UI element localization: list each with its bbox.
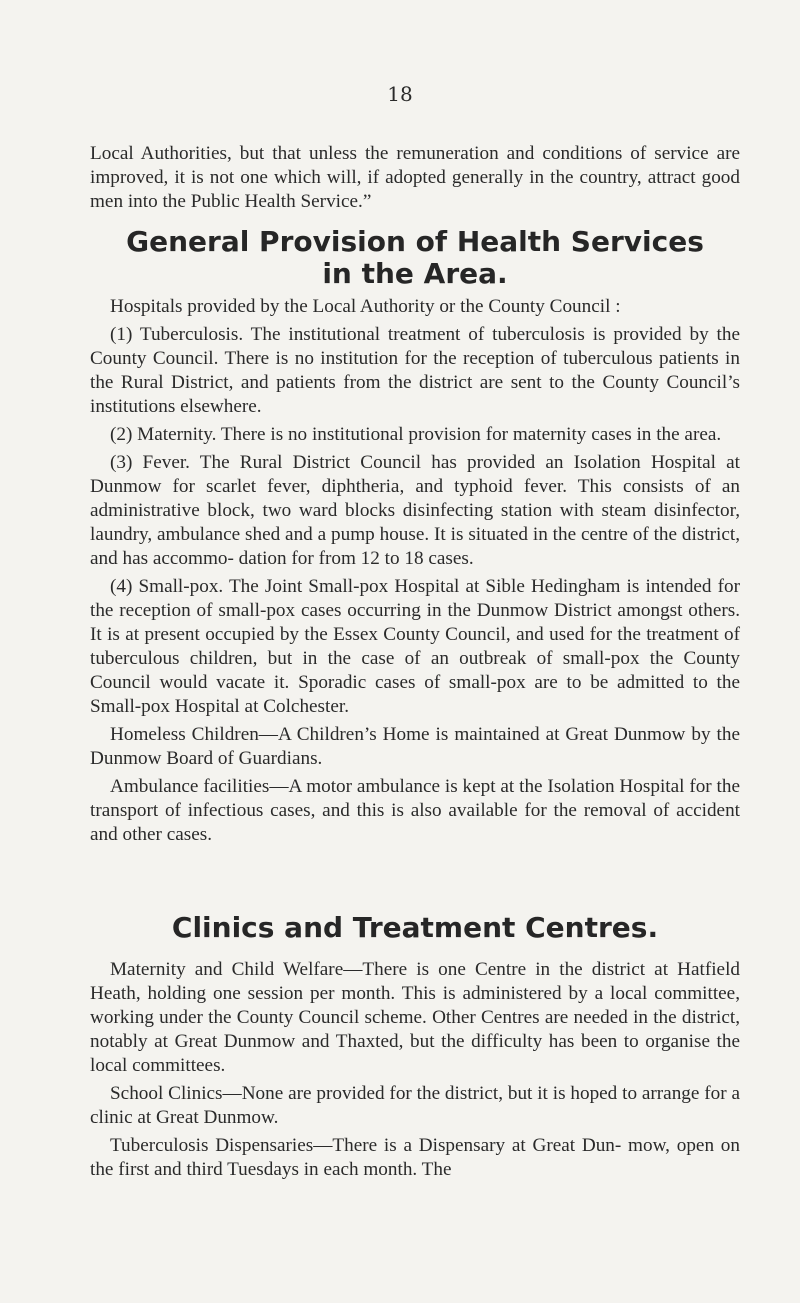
- paragraph-maternity: (2) Maternity. There is no institutional provision for maternity cases in the area.: [110, 424, 722, 445]
- paragraph-hospitals-intro: Hospitals provided by the Local Authority or the County Council :: [110, 296, 621, 317]
- page-number: 18: [387, 82, 413, 106]
- paragraph-fever: (3) Fever. The Rural District Council has provided an Isolation Hospital at Dunmow for scarlet fever, diphtheria, and typhoid fever. This consists of an administrative block, two ward blocks disinfecting station with steam disinfector, laundry, ambulance shed and a pump house. It is situated in the centre of the district, and has accommo- dation for from 12 to 18 cases.: [90, 452, 740, 569]
- section-general-provision-body: [90, 295, 740, 847]
- paragraph-school-clinics: School Clinics—None are provided for the district, but it is hoped to arrange for a clinic at Great Dunmow.: [90, 1083, 740, 1128]
- heading-line-2: in the Area.: [322, 257, 508, 290]
- paragraph-small-pox: (4) Small-pox. The Joint Small-pox Hospital at Sible Hedingham is intended for the reception of small-pox cases occurring in the Dunmow District amongst others. It is at present occupied by the Essex County Council, and used for the treatment of tuberculous children, but in the case of an outbreak of small-pox the County Council would vacate it. Sporadic cases of small-pox are to be admitted to the Small-pox Hospital at Colchester.: [90, 576, 740, 717]
- heading-line-1: General Provision of Health Services: [126, 225, 704, 258]
- intro-text: [90, 142, 740, 214]
- section-heading-general-provision: [90, 226, 740, 290]
- section-heading-clinics: [90, 912, 740, 944]
- paragraph-ambulance: Ambulance facilities—A motor ambulance is kept at the Isolation Hospital for the transport of infectious cases, and this is also available for the removal of accident and other cases.: [90, 776, 740, 845]
- paragraph-tuberculosis-dispensaries: Tuberculosis Dispensaries—There is a Dispensary at Great Dun- mow, open on the first and third Tuesdays in each month. The: [90, 1135, 740, 1180]
- intro-paragraph: Local Authorities, but that unless the remuneration and conditions of service are improved, it is not one which will, if adopted generally in the country, attract good men into the Public Health Service.”: [90, 143, 740, 212]
- heading-clinics-text: Clinics and Treatment Centres.: [171, 911, 659, 944]
- section-clinics-body: [90, 958, 740, 1182]
- paragraph-maternity-child-welfare: Maternity and Child Welfare—There is one Centre in the district at Hatfield Heath, holding one session per month. This is administered by a local committee, working under the County Council scheme. Other Centres are needed in the district, notably at Great Dunmow and Thaxted, but the difficulty has been to organise the local committees.: [90, 959, 740, 1076]
- paragraph-tuberculosis: (1) Tuberculosis. The institutional treatment of tuberculosis is provided by the County Council. There is no institution for the reception of tuberculous patients in the Rural District, and patients from the district are sent to the County Council’s institutions elsewhere.: [90, 324, 740, 417]
- paragraph-homeless-children: Homeless Children—A Children’s Home is maintained at Great Dunmow by the Dunmow Board of Guardians.: [90, 724, 740, 769]
